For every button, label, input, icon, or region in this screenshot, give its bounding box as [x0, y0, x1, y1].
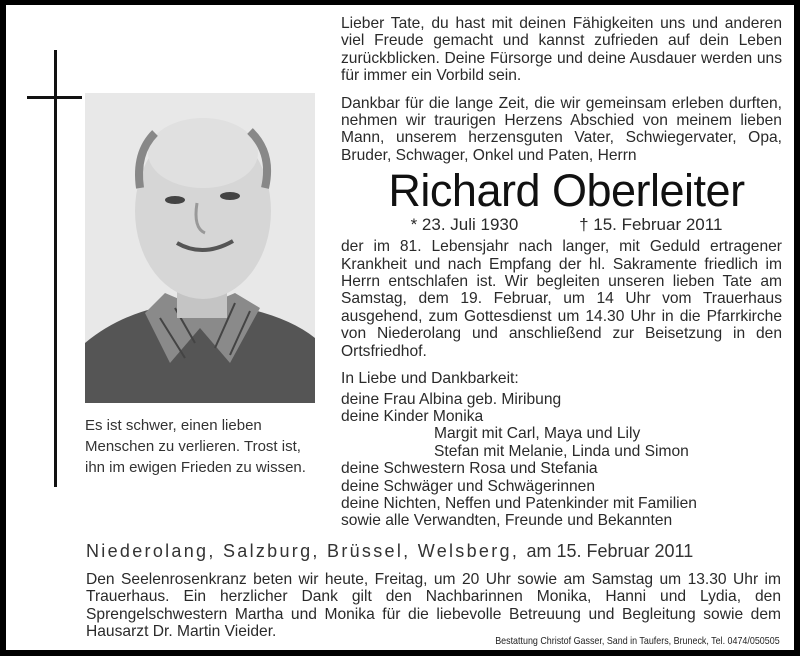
consolation-caption: Es ist schwer, einen lieben Menschen zu verlieren. Trost ist, ihn im ewigen Frieden zu wissen.	[85, 417, 306, 476]
birth-date: * 23. Juli 1930	[410, 215, 519, 235]
gratitude-paragraph: Dankbar für die lange Zeit, die wir gemeinsam erleben durften, nehmen wir traurigen Herzens Abschied von meinem lieben Mann, unserem herzensguten Vater, Schwiegervater, Opa, Bruder, Schwager, Onkel und Paten, Herrn	[341, 94, 782, 164]
mourner-line: Stefan mit Melanie, Linda und Simon	[434, 442, 689, 460]
portrait-photo	[85, 93, 315, 403]
intro-paragraph: Lieber Tate, du hast mit deinen Fähigkeiten uns und anderen viel Freude gemacht und kannst zufrieden auf dein Leben zurückblicken. Deine Fürsorge und deine Ausdauer werden uns für immer ein Vorbild sein.	[341, 15, 782, 85]
undertaker-credit: Bestattung Christof Gasser, Sand in Taufers, Bruneck, Tel. 0474/050505	[495, 635, 780, 647]
deceased-name: Richard Oberleiter	[388, 165, 745, 217]
closing-paragraph: Den Seelenrosenkranz beten wir heute, Freitag, um 20 Uhr sowie am Samstag um 13.30 Uhr im Trauerhaus. Ein herzlicher Dank gilt den Nachbarinnen Monika, Hanni und Lydia, den Sprengelschwestern Martha und Monika für die liebevolle Betreuung und Begleitung sowie dem Hausarzt Dr. Martin Vieider.	[86, 571, 781, 641]
mourner-line: deine Kinder Monika	[341, 407, 484, 425]
places: Niederolang, Salzburg, Brüssel, Welsberg,	[86, 541, 520, 561]
mourners-list	[341, 370, 782, 530]
death-date: † 15. Februar 2011	[579, 215, 723, 235]
life-dates	[351, 214, 782, 236]
mourner-line: deine Schwäger und Schwägerinnen	[341, 477, 596, 495]
mourner-line: deine Nichten, Neffen und Patenkinder mit Familien	[341, 494, 697, 512]
closing-section	[86, 571, 781, 641]
funeral-paragraph: der im 81. Lebensjahr nach langer, mit Geduld ertragener Krankheit und nach Empfang der hl. Sakramente friedlich im Herrn entschlafen ist. Wir begleiten unseren lieben Tate am Samstag, dem 19. Februar, um 14 Uhr vom Trauerhaus ausgehend, zum Gottesdienst um 14.30 Uhr in die Pfarrkirche von Niederolang und anschließend zur Beisetzung in den Ortsfriedhof.	[341, 238, 782, 360]
cross-icon-vertical	[54, 50, 57, 487]
main-text-column	[341, 15, 782, 530]
mourner-line: deine Schwestern Rosa und Stefania	[341, 460, 598, 478]
mourner-line: Margit mit Carl, Maya und Lily	[434, 425, 641, 443]
mourners-heading: In Liebe und Dankbarkeit:	[341, 370, 519, 388]
mourner-line: deine Frau Albina geb. Miribung	[341, 390, 562, 408]
mourner-line: sowie alle Verwandten, Freunde und Bekannten	[341, 512, 673, 530]
obituary-notice	[6, 5, 794, 650]
portrait-image	[85, 93, 315, 403]
places-and-date	[86, 541, 693, 562]
cross-icon-horizontal	[27, 96, 82, 99]
notice-date: am 15. Februar 2011	[526, 541, 694, 561]
